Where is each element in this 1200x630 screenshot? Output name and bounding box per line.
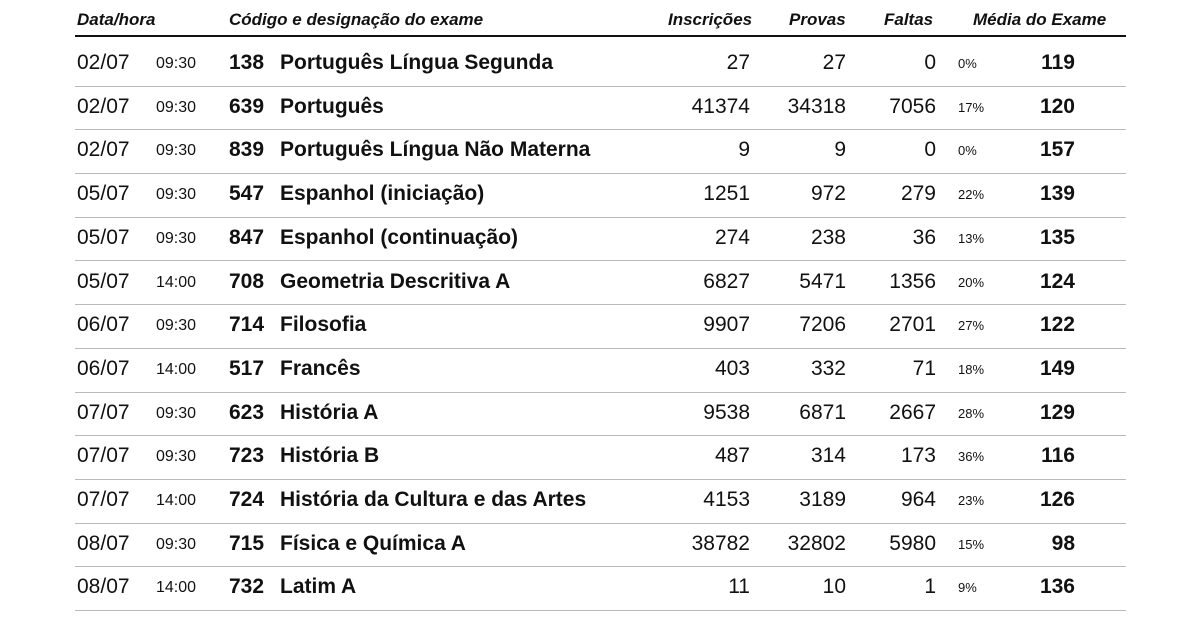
table-row	[0, 130, 1200, 174]
row-faltas-percent: 17%	[958, 99, 985, 115]
row-inscricoes: 9	[738, 138, 750, 162]
row-date: 05/07	[77, 182, 130, 206]
table-row	[0, 43, 1200, 87]
row-inscricoes: 274	[714, 225, 750, 249]
row-media: 149	[1039, 356, 1075, 380]
row-faltas: 5980	[889, 531, 936, 555]
row-name: Geometria Descritiva A	[280, 269, 511, 293]
table-row	[0, 436, 1200, 480]
row-provas: 7206	[799, 313, 846, 337]
row-faltas: 71	[912, 356, 936, 380]
row-provas: 332	[810, 356, 846, 380]
row-name: Português Língua Segunda	[280, 51, 554, 74]
row-date: 05/07	[77, 225, 130, 249]
row-provas: 972	[810, 182, 846, 206]
row-media: 129	[1039, 400, 1075, 424]
row-provas: 3189	[799, 488, 846, 511]
row-time: 09:30	[156, 142, 197, 160]
row-faltas: 173	[900, 444, 936, 468]
row-faltas-percent: 9%	[958, 580, 977, 596]
row-time: 14:00	[156, 492, 197, 509]
row-faltas: 279	[900, 182, 936, 206]
row-faltas-percent: 20%	[958, 274, 985, 290]
row-faltas: 1	[924, 575, 936, 599]
table-row	[0, 174, 1200, 218]
row-provas: 314	[810, 444, 846, 468]
row-date: 08/07	[77, 575, 130, 599]
row-faltas-percent: 15%	[958, 536, 985, 552]
row-code: 708	[229, 269, 265, 293]
row-media: 124	[1039, 269, 1075, 293]
row-faltas-percent: 36%	[958, 449, 985, 465]
row-time: 09:30	[156, 535, 197, 553]
row-time: 09:30	[156, 55, 197, 72]
row-name: Espanhol (iniciação)	[280, 182, 485, 206]
row-provas: 5471	[799, 269, 846, 293]
row-name: Português	[280, 94, 384, 118]
row-date: 02/07	[77, 94, 130, 118]
row-code: 715	[229, 531, 265, 555]
row-faltas-percent: 13%	[958, 230, 985, 246]
row-time: 14:00	[156, 273, 197, 291]
row-inscricoes: 11	[728, 575, 750, 599]
row-date: 07/07	[77, 400, 130, 424]
row-media: 136	[1039, 575, 1075, 599]
row-name: História A	[280, 400, 379, 424]
table-row	[0, 218, 1200, 262]
row-faltas: 2667	[889, 400, 936, 424]
row-time: 09:30	[156, 404, 197, 422]
row-date: 08/07	[77, 531, 130, 555]
table-row	[0, 305, 1200, 349]
row-inscricoes: 4153	[703, 488, 750, 511]
row-code: 724	[229, 488, 265, 511]
row-time: 09:30	[156, 98, 197, 116]
table-row	[0, 567, 1200, 611]
row-name: História da Cultura e das Artes	[280, 488, 587, 511]
row-time: 09:30	[156, 317, 197, 335]
row-inscricoes: 9907	[703, 313, 750, 337]
row-date: 05/07	[77, 269, 130, 293]
row-faltas: 0	[924, 51, 936, 74]
row-faltas-percent: 0%	[958, 56, 977, 71]
row-faltas: 2701	[889, 313, 936, 337]
header-exam: Código e designação do exame	[229, 10, 484, 29]
table-row	[0, 262, 1200, 306]
row-inscricoes: 41374	[691, 94, 750, 118]
row-name: Física e Química A	[280, 531, 466, 555]
row-faltas-percent: 22%	[958, 187, 985, 203]
row-faltas: 1356	[889, 269, 936, 293]
row-code: 639	[229, 94, 265, 118]
table-row	[0, 349, 1200, 393]
row-code: 517	[229, 356, 265, 380]
row-divider	[75, 610, 1126, 611]
header-provas: Provas	[789, 10, 846, 29]
row-provas: 9	[834, 138, 846, 162]
row-name: Filosofia	[280, 313, 367, 337]
row-code: 138	[229, 51, 265, 74]
row-inscricoes: 1251	[703, 182, 750, 206]
row-provas: 34318	[787, 94, 846, 118]
row-media: 122	[1039, 313, 1075, 337]
row-name: Espanhol (continuação)	[280, 225, 519, 249]
row-name: História B	[280, 444, 380, 468]
row-date: 02/07	[77, 51, 130, 74]
row-media: 126	[1039, 488, 1075, 511]
row-inscricoes: 6827	[703, 269, 750, 293]
header-faltas: Faltas	[884, 10, 934, 29]
row-media: 120	[1039, 94, 1075, 118]
row-provas: 6871	[799, 400, 846, 424]
row-media: 135	[1039, 225, 1075, 249]
row-code: 839	[229, 138, 265, 162]
row-inscricoes: 403	[714, 356, 750, 380]
row-code: 847	[229, 225, 265, 249]
row-faltas: 964	[900, 488, 936, 511]
row-code: 723	[229, 444, 265, 468]
header-rule	[75, 35, 1126, 37]
row-faltas-percent: 18%	[958, 361, 985, 377]
row-faltas-percent: 23%	[958, 493, 985, 508]
row-provas: 32802	[787, 531, 846, 555]
row-provas: 27	[822, 51, 846, 74]
row-name: Português Língua Não Materna	[280, 138, 591, 162]
header-date-time: Data/hora	[77, 10, 156, 29]
row-inscricoes: 9538	[703, 400, 750, 424]
row-media: 98	[1051, 531, 1075, 555]
row-inscricoes: 27	[726, 51, 750, 74]
row-provas: 10	[822, 575, 846, 599]
table-row	[0, 393, 1200, 437]
row-inscricoes: 38782	[691, 531, 750, 555]
row-faltas-percent: 28%	[958, 405, 985, 421]
row-code: 732	[229, 575, 265, 599]
row-code: 547	[229, 182, 265, 206]
row-time: 14:00	[156, 360, 197, 378]
row-faltas: 7056	[889, 94, 936, 118]
row-name: Francês	[280, 356, 361, 380]
table-row	[0, 480, 1200, 524]
row-date: 07/07	[77, 488, 130, 511]
table-row	[0, 87, 1200, 131]
row-provas: 238	[810, 225, 846, 249]
row-time: 09:30	[156, 229, 197, 247]
row-code: 714	[229, 313, 265, 337]
header-inscricoes: Inscrições	[668, 10, 753, 29]
row-date: 07/07	[77, 444, 130, 468]
row-date: 06/07	[77, 313, 130, 337]
table-row	[0, 524, 1200, 568]
row-faltas-percent: 0%	[958, 143, 977, 159]
row-date: 02/07	[77, 138, 130, 162]
header-media: Média do Exame	[973, 10, 1107, 29]
row-inscricoes: 487	[714, 444, 750, 468]
row-time: 09:30	[156, 186, 197, 204]
row-faltas-percent: 27%	[958, 318, 985, 334]
row-name: Latim A	[280, 575, 357, 599]
row-faltas: 0	[924, 138, 936, 162]
row-code: 623	[229, 400, 265, 424]
row-date: 06/07	[77, 356, 130, 380]
row-faltas: 36	[912, 225, 936, 249]
row-media: 157	[1039, 138, 1075, 162]
row-time: 14:00	[156, 579, 197, 597]
row-media: 116	[1041, 444, 1075, 468]
row-media: 139	[1039, 182, 1075, 206]
row-time: 09:30	[156, 448, 197, 466]
row-media: 119	[1041, 51, 1075, 74]
